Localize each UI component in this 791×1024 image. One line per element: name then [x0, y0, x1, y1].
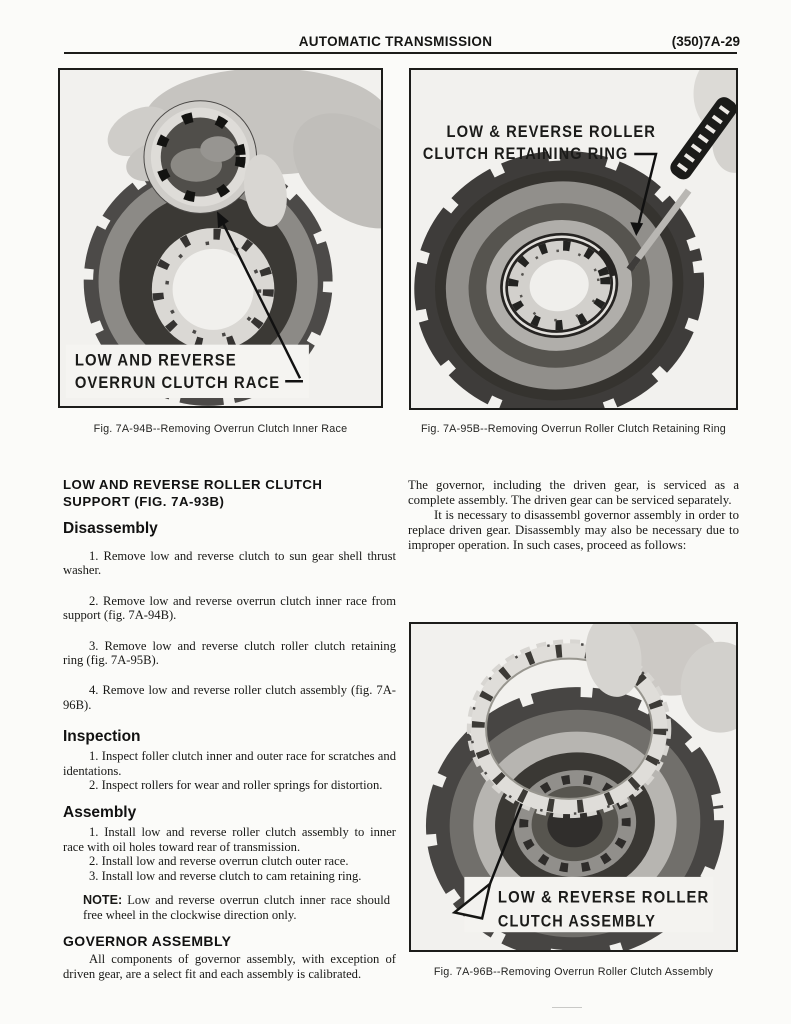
inspection-heading: Inspection [63, 728, 141, 746]
figure-label-line1: LOW & REVERSE ROLLER [497, 888, 710, 907]
page-number: (350)7A-29 [671, 34, 740, 49]
right-text-column [408, 478, 739, 553]
clutch-inner-race-illustration [144, 101, 257, 214]
figure-caption-7a-96b: Fig. 7A-96B--Removing Overrun Roller Clutch Assembly [433, 966, 714, 978]
header-rule [64, 52, 737, 54]
figure-7a-94b [58, 68, 383, 408]
disassembly-step: 2. Remove low and reverse overrun clutch inner race from support (fig. 7A-94B). [63, 593, 396, 623]
figure-7a-96b [409, 622, 738, 952]
figure-label-line1: LOW & REVERSE ROLLER [446, 123, 656, 142]
figure-label-line1: LOW AND REVERSE [74, 351, 237, 370]
governor-assembly-heading: GOVERNOR ASSEMBLY [63, 932, 232, 949]
governor-paragraph: It is necessary to disassembl governor assembly in order to replace driven gear. Disassembly may also be necessary due to improper operation. In such cases, proceed as follows: [408, 508, 739, 552]
inspection-step: 1. Inspect foller clutch inner and outer race for scratches and identations. [63, 749, 396, 778]
section-heading: LOW AND REVERSE ROLLER CLUTCH [63, 477, 323, 492]
disassembly-step: 3. Remove low and reverse clutch roller clutch retaining ring (fig. 7A-95B). [63, 638, 396, 668]
assembly-step: 3. Install low and reverse clutch to cam retaining ring. [89, 868, 362, 883]
disassembly-step: 4. Remove low and reverse roller clutch assembly (fig. 7A-96B). [63, 683, 396, 712]
figure-label-line2: CLUTCH ASSEMBLY [497, 912, 656, 931]
figure-7a-95b [409, 68, 738, 410]
clutch-race-photo [60, 70, 381, 406]
governor-paragraph: The governor, including the driven gear, is serviced as a complete assembly. The driven gear can be serviced separately. [408, 478, 739, 507]
note-block [83, 893, 390, 922]
section-heading: SUPPORT (FIG. 7A-93B) [63, 494, 225, 509]
inspection-step: 2. Inspect rollers for wear and roller springs for distortion. [89, 778, 383, 793]
figure-caption-7a-95b: Fig. 7A-95B--Removing Overrun Roller Clutch Retaining Ring [420, 423, 727, 435]
page-title: AUTOMATIC TRANSMISSION [298, 34, 493, 49]
figure-label-line2: OVERRUN CLUTCH RACE [74, 374, 281, 393]
figure-label-line2: CLUTCH RETAINING RING [422, 144, 629, 163]
roller-clutch-assembly-photo [411, 624, 736, 950]
left-text-column [63, 476, 396, 981]
governor-text: All components of governor assembly, with exception of driven gear, are a select fit and each assembly is calibrated. [63, 952, 396, 981]
scan-artifact [552, 1007, 582, 1008]
disassembly-heading: Disassembly [63, 520, 158, 537]
figure-caption-7a-94b: Fig. 7A-94B--Removing Overrun Clutch Inner Race [93, 423, 348, 435]
assembly-step: 1. Install low and reverse roller clutch assembly to inner race with oil holes toward rear of transmission. [63, 825, 396, 854]
note-text: Low and reverse overrun clutch inner race should free wheel in the clockwise direction only. [83, 893, 390, 922]
assembly-heading: Assembly [63, 804, 137, 822]
assembly-step: 2. Install low and reverse overrun clutch outer race. [89, 854, 349, 869]
retaining-ring-photo [411, 70, 736, 408]
note-label: NOTE: [83, 893, 123, 908]
disassembly-step: 1. Remove low and reverse clutch to sun gear shell thrust washer. [63, 549, 396, 578]
